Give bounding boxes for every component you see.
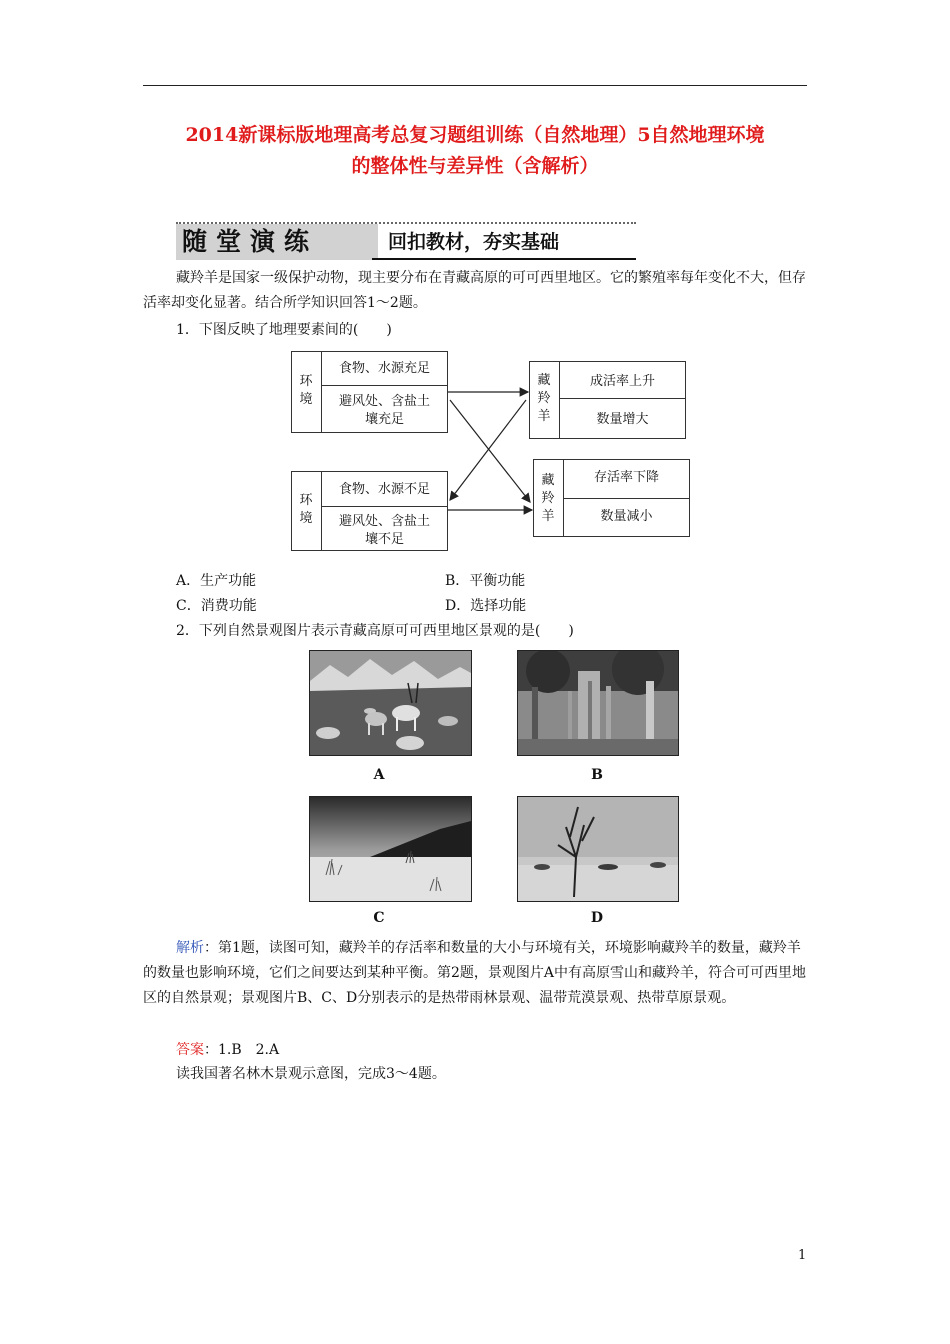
page-number: 1	[798, 1248, 807, 1263]
env-label-bottom: 环境	[299, 493, 313, 526]
ani-top-row2: 数量增大	[596, 412, 649, 427]
env-bot-row1: 食物、水源不足	[338, 482, 430, 497]
option-d: D．选择功能	[445, 598, 527, 614]
env-bot-row2b: 壤不足	[364, 532, 404, 547]
banner-sub-text: 回扣教材，夯实基础	[388, 231, 560, 253]
question-3-intro: 读我国著名林木景观示意图，完成3～4题。	[176, 1066, 446, 1082]
animal-label-top: 藏羚羊	[537, 373, 551, 424]
env-label-top: 环境	[299, 374, 313, 407]
photo-a	[309, 650, 472, 756]
photo-label-d: D	[590, 910, 604, 926]
intro-paragraph: 藏羚羊是国家一级保护动物，现主要分布在青藏高原的可可西里地区。它的繁殖率每年变化不大，但存活率却变化显著。结合所学知识回答1～2题。	[143, 270, 806, 311]
photo-label-c: C	[373, 910, 385, 926]
ani-bot-row2: 数量减小	[600, 509, 653, 524]
env-top-row2b: 壤充足	[364, 412, 404, 427]
photo-b	[517, 650, 679, 756]
question-1: 1．下图反映了地理要素间的( )	[176, 322, 392, 338]
title-line-2: 的整体性与差异性（含解析）	[351, 155, 599, 177]
env-bot-row2a: 避风处、含盐土	[338, 514, 430, 529]
photo-label-b: B	[591, 767, 603, 783]
question-2: 2．下列自然景观图片表示青藏高原可可西里地区景观的是( )	[176, 623, 574, 639]
diagram-arrows	[440, 370, 550, 520]
env-top-row2a: 避风处、含盐土	[338, 394, 430, 409]
banner-underline	[372, 258, 636, 260]
photo-d	[517, 796, 679, 902]
banner-main-text: 随堂演练	[176, 224, 378, 260]
env-top-row1: 食物、水源充足	[338, 361, 430, 376]
photo-c	[309, 796, 472, 902]
section-banner	[176, 222, 636, 262]
header-rule	[143, 85, 807, 86]
analysis-label: 解析	[176, 940, 204, 956]
photo-label-a: A	[373, 767, 385, 783]
analysis-paragraph	[143, 936, 807, 1011]
title-line-1: 2014新课标版地理高考总复习题组训练（自然地理）5自然地理环境	[185, 124, 765, 146]
analysis-text: ：第1题，读图可知，藏羚羊的存活率和数量的大小与环境有关，环境影响藏羚羊的数量，藏羚羊的数量也影响环境，它们之间要达到某种平衡。第2题，景观图片A中有高原雪山和藏羚羊，符合可可西里地区的自然景观；景观图片B、C、D分别表示的是热带雨林景观、温带荒漠景观、热带草原景观。	[143, 940, 807, 1006]
ani-bot-row1: 存活率下降	[593, 470, 659, 485]
animal-label-bottom: 藏羚羊	[541, 473, 555, 524]
option-a: A．生产功能	[176, 573, 257, 589]
answer-text: ：1.B 2.A	[204, 1042, 280, 1058]
ani-top-row1: 成活率上升	[589, 374, 655, 389]
answer-line	[176, 1040, 279, 1060]
option-c: C．消费功能	[176, 598, 257, 614]
option-b: B．平衡功能	[445, 573, 526, 589]
document-title	[143, 120, 807, 182]
answer-label: 答案	[176, 1042, 204, 1058]
